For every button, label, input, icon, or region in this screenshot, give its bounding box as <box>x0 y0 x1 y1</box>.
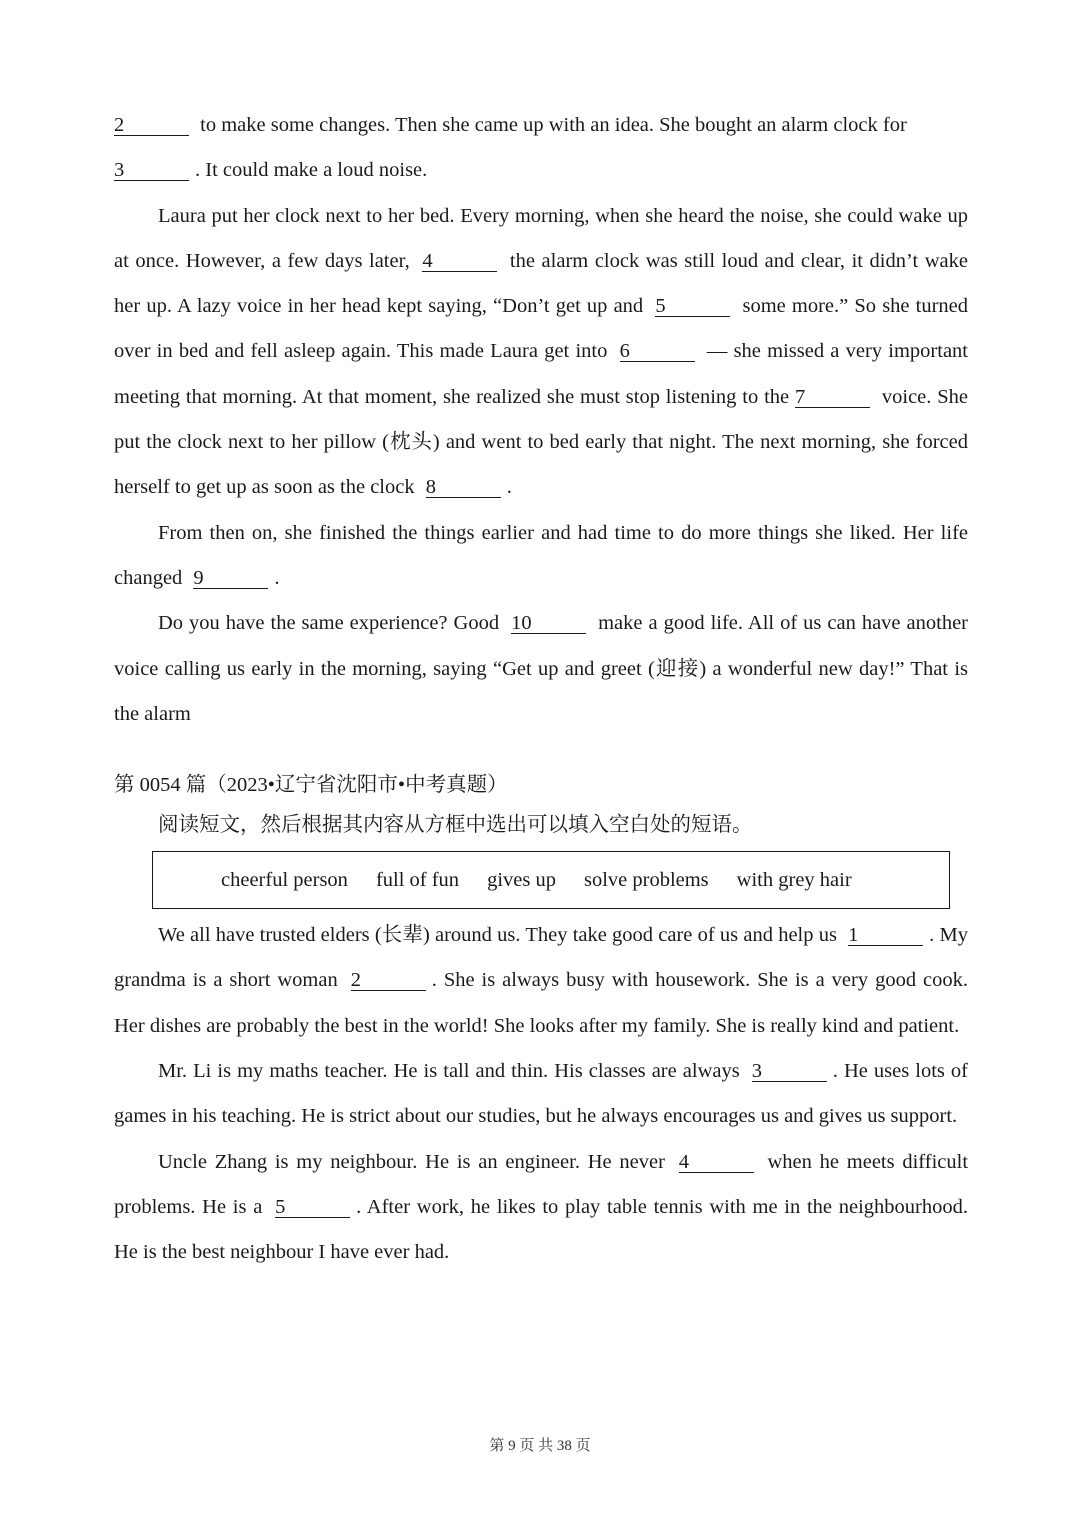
text: Mr. Li is my maths teacher. He is tall and thin. His classes are always <box>158 1060 740 1083</box>
text: to make some changes. Then she came up with an idea. She bought an alarm clock for <box>200 114 907 136</box>
blank-4: 4 <box>679 1152 754 1173</box>
text: We all have trusted elders (长辈) around us. They take good care of us and help us <box>158 924 837 947</box>
paragraph <box>114 1049 968 1140</box>
blank-2: 2 <box>114 115 189 136</box>
text: when he meets difficult problems. He is a <box>114 1150 969 1218</box>
blank-10: 10 <box>511 613 586 634</box>
text: . My grandma is a short woman <box>114 924 968 992</box>
blank-3: 3 <box>752 1061 827 1082</box>
text: Laura put her clock next to her bed. Every morning, when she heard the noise, she could wake up at once. However, a few days later, <box>114 204 968 272</box>
text: some more.” So she turned over in bed and fell asleep again. This made Laura get into <box>114 295 969 363</box>
blank-5: 5 <box>655 296 730 317</box>
word-option: with grey hair <box>736 868 852 891</box>
blank-9: 9 <box>193 568 268 589</box>
text: . After work, he likes to play table tennis with me in the neighbourhood. He is the best neighbour I have ever had. <box>114 1195 968 1264</box>
paragraph <box>114 103 968 194</box>
paragraph <box>114 511 968 602</box>
paragraph <box>114 913 968 1049</box>
text: — she missed a very important meeting that morning. At that moment, she realized she must stop listening to the <box>114 340 969 408</box>
instruction: 阅读短文，然后根据其内容从方框中选出可以填入空白处的短语。 <box>158 814 753 837</box>
blank-8: 8 <box>426 477 501 498</box>
page-footer: 第 9 页 共 38 页 <box>489 1438 591 1454</box>
paragraph <box>114 601 968 737</box>
word-option: cheerful person <box>221 868 348 891</box>
text: From then on, she finished the things earlier and had time to do more things she liked. Her life changed <box>114 521 968 589</box>
word-option: full of fun <box>375 868 460 891</box>
text: the alarm clock was still loud and clear, it didn’t wake her up. A lazy voice in her head kept saying, “Don’t get up and <box>114 249 968 318</box>
text: Do you have the same experience? Good <box>158 612 500 635</box>
blank-7: 7 <box>795 387 870 408</box>
paragraph <box>114 194 968 511</box>
text: Uncle Zhang is my neighbour. He is an engineer. He never <box>158 1150 665 1173</box>
blank-2: 2 <box>351 970 426 991</box>
blank-5: 5 <box>275 1197 350 1218</box>
text: voice. She put the clock next to her pillow (枕头) and went to bed early that night. The next morning, she forced herself to get up as soon as the clock <box>114 385 969 499</box>
text: make a good life. All of us can have another voice calling us early in the morning, saying “Get up and greet (迎接) a wonderful new day!” That is the alarm <box>114 612 969 725</box>
text: . He uses lots of games in his teaching. He is strict about our studies, but he always encourages us and gives us support. <box>114 1060 969 1128</box>
word-box <box>152 851 950 909</box>
text: . <box>274 566 280 589</box>
word-option: gives up <box>487 868 556 891</box>
section-heading: 第 0054 篇（2023•辽宁省沈阳市•中考真题） <box>114 774 508 797</box>
text: . <box>506 476 512 499</box>
word-option: solve problems <box>583 868 709 891</box>
text: . She is always busy with housework. She is a very good cook. Her dishes are probably the best in the world! She looks after my family. She is really kind and patient. <box>114 969 969 1037</box>
blank-3: 3 <box>114 160 189 181</box>
blank-4: 4 <box>422 251 497 272</box>
document-page <box>114 103 968 1276</box>
text: . It could make a loud noise. <box>195 159 428 182</box>
blank-1: 1 <box>848 925 923 946</box>
paragraph <box>114 1140 968 1276</box>
blank-6: 6 <box>620 341 695 362</box>
